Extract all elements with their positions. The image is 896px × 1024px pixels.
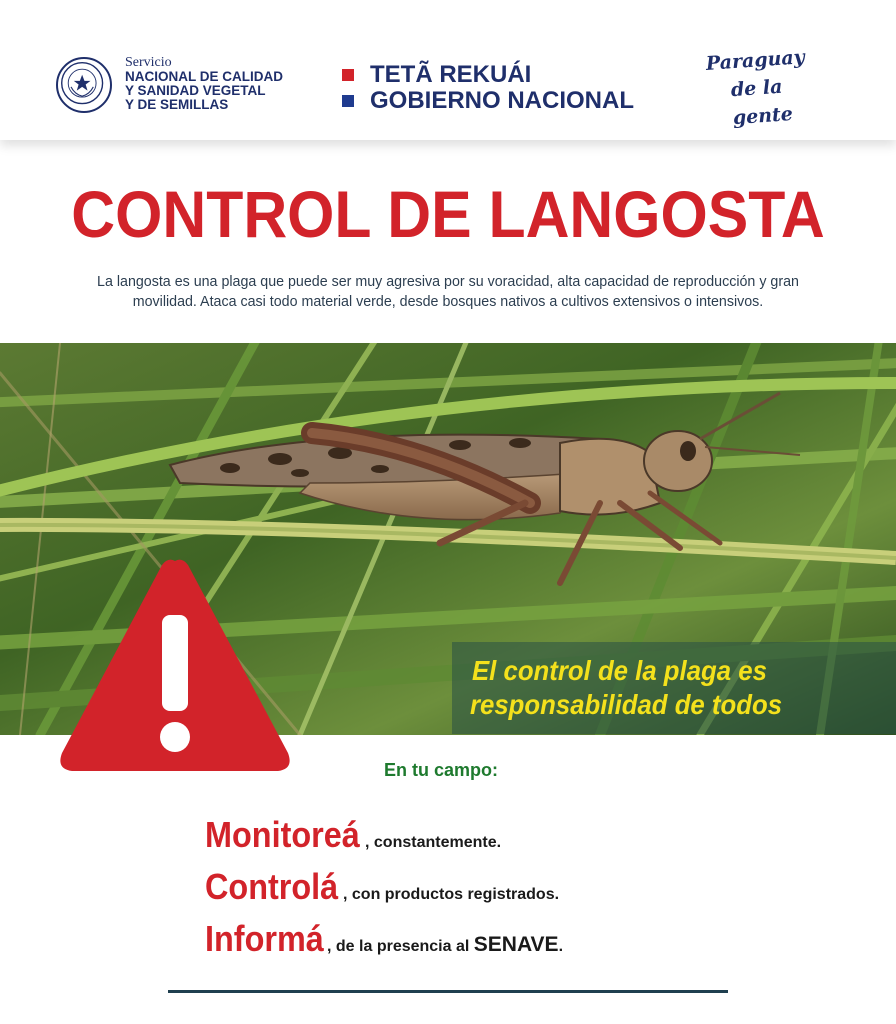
action-informa	[205, 918, 563, 960]
action-verb: Monitoreá	[205, 814, 360, 855]
intro-paragraph: La langosta es una plaga que puede ser muy agresiva por su voracidad, alta capacidad de reproducción y gran movilidad. Ataca casi todo material verde, desde bosques nativos a cultivos extensivos o intensivos.	[97, 273, 799, 310]
action-monitorea	[205, 814, 501, 856]
action-controla	[205, 866, 559, 908]
senave-line-1: Servicio	[125, 55, 172, 70]
senave-line-3: Y SANIDAD VEGETAL	[125, 83, 266, 98]
header-bar	[0, 0, 896, 140]
warning-triangle-icon	[54, 553, 296, 779]
slogan-line-2: de la gente	[730, 75, 794, 130]
action-detail: , con productos registrados.	[343, 886, 560, 903]
message-line-1: El control de la plaga es	[472, 655, 767, 686]
action-detail-text: , de la presencia al	[327, 938, 474, 955]
senave-name	[125, 56, 325, 112]
senave-line-4: Y DE SEMILLAS	[125, 97, 229, 112]
gov-line-1: TETÃ REKUÁI	[370, 61, 532, 88]
senave-strong: SENAVE	[473, 933, 559, 956]
senave-line-2: NACIONAL DE CALIDAD	[125, 69, 283, 84]
message-line-2: responsabilidad de todos	[470, 689, 783, 720]
blue-square-icon	[342, 95, 354, 107]
slogan-logo	[705, 46, 846, 134]
paraguay-seal-icon	[56, 57, 112, 113]
action-detail: , constantemente.	[365, 834, 502, 851]
slogan-line-1: Paraguay	[705, 46, 806, 75]
action-detail	[327, 933, 563, 957]
gov-line-2: GOBIERNO NACIONAL	[370, 87, 634, 114]
page-title: CONTROL DE LANGOSTA	[71, 177, 825, 251]
responsibility-message	[452, 642, 896, 734]
campo-heading: En tu campo:	[384, 760, 499, 780]
action-verb: Informá	[205, 918, 324, 959]
action-period: .	[558, 938, 564, 955]
bottom-divider	[168, 990, 728, 993]
red-square-icon	[342, 69, 354, 81]
gobierno-logo	[342, 62, 634, 114]
action-verb: Controlá	[205, 866, 339, 907]
